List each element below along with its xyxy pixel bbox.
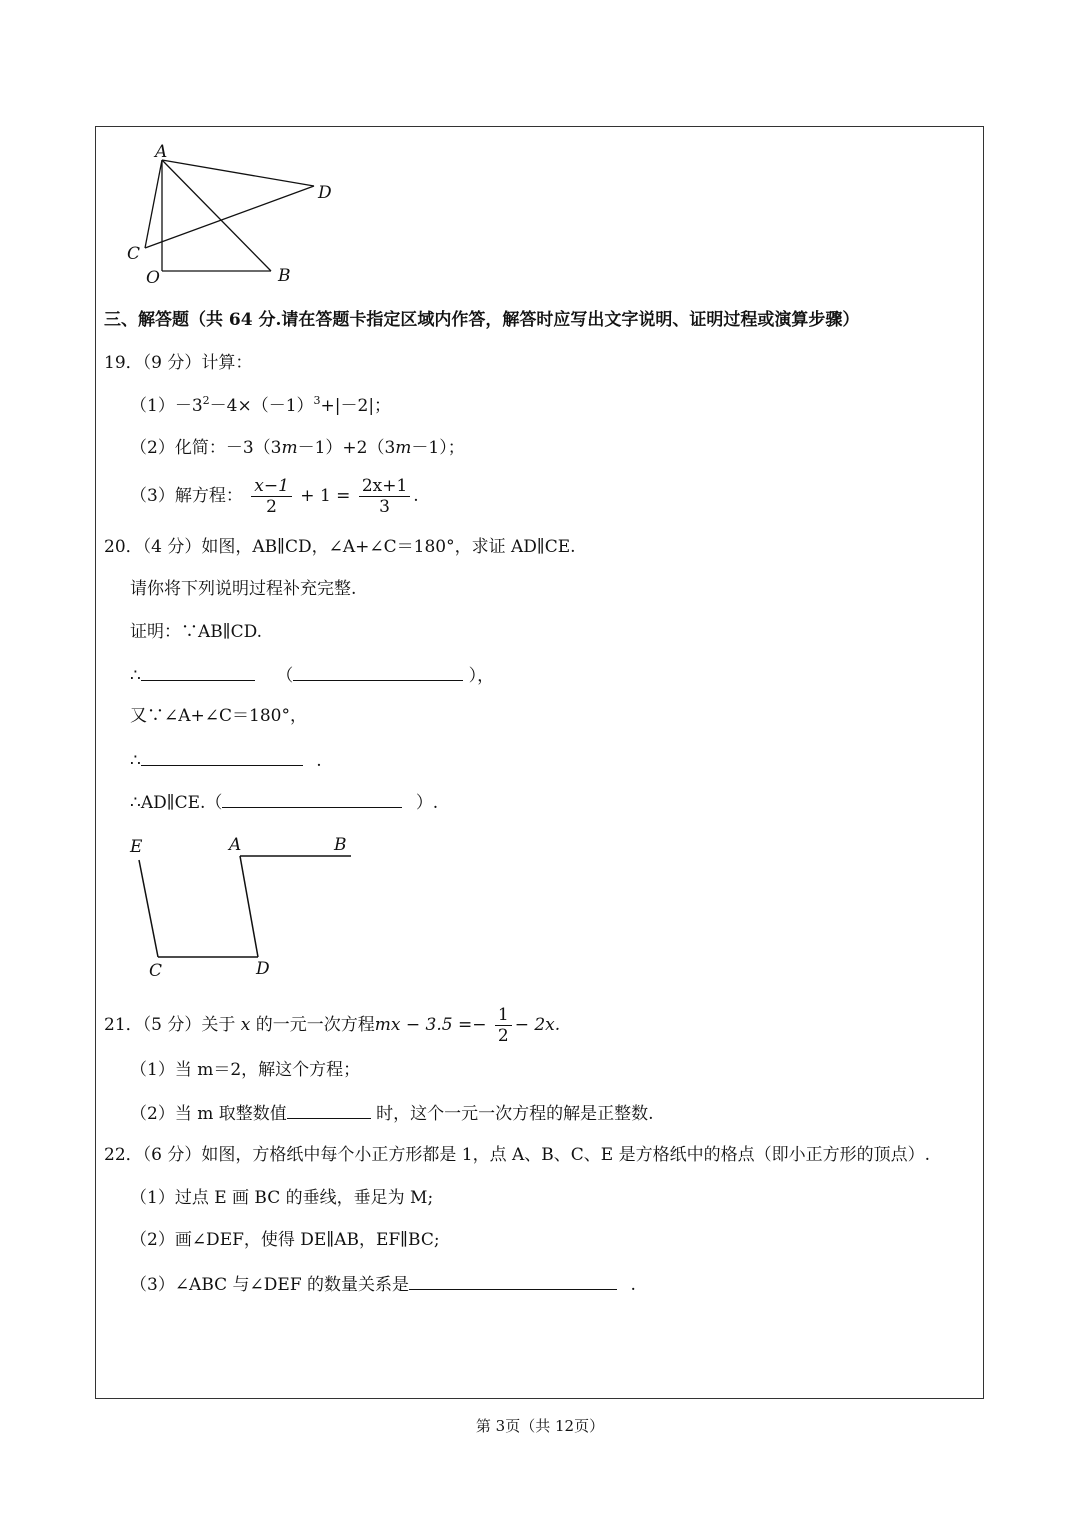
q19-part3: （3）解方程： $\frac{x-1}{2}$ + 1 = $\frac{2x+1}{3}$ .: [130, 476, 419, 517]
segment-cd: [145, 186, 314, 248]
label-a: A: [155, 142, 168, 162]
answer-blank-1[interactable]: [141, 662, 255, 681]
answer-blank-2[interactable]: [293, 662, 463, 681]
segment-ab: [162, 160, 271, 271]
label-c: C: [149, 961, 163, 981]
q20-step4: ∴AD∥CE.（ ）.: [130, 789, 438, 815]
q22-part1: （1）过点 E 画 BC 的垂线，垂足为 M;: [130, 1188, 434, 1208]
q20-step3: ∴ .: [130, 747, 322, 773]
q21-part1: （1）当 m＝2，解这个方程；: [130, 1060, 361, 1080]
q22-header: 22．（6 分）如图，方格纸中每个小正方形都是 1，点 A、B、C、E 是方格纸中的格点（即小正方形的顶点）.: [104, 1145, 930, 1165]
answer-blank-6[interactable]: [409, 1271, 617, 1290]
q19-header: 19．（9 分）计算：: [104, 353, 253, 373]
label-b: B: [278, 266, 291, 286]
q19-part2: （2）化简：－3（3m－1）+2（3m－1）；: [130, 438, 465, 458]
q19-part1: $(1)-3^2-4\times(-1)^3+|-2|$；: [130, 394, 392, 416]
q22-part2: （2）画∠DEF，使得 DE∥AB，EF∥BC;: [130, 1230, 440, 1250]
q20-header: 20．（4 分）如图，AB∥CD，∠A+∠C＝180°，求证 AD∥CE.: [104, 537, 576, 557]
answer-blank-4[interactable]: [222, 789, 402, 808]
fraction-1: $\frac{x-1}{2}$: [251, 476, 292, 517]
segment-ec: [139, 860, 158, 957]
figure-abcdo: [118, 138, 348, 290]
q20-step1: ∴ （ ），: [130, 662, 494, 688]
label-b: B: [334, 835, 347, 855]
page-footer: 第 3页（共 12页）: [475, 1417, 605, 1435]
answer-blank-3[interactable]: [141, 747, 303, 766]
segment-ac: [145, 160, 162, 248]
q21-header: 21．（5 分）关于 x 的一元一次方程mx − 3.5 =− $\frac{1}{2}$ − 2x.: [104, 1005, 561, 1046]
q22-part3: （3）∠ABC 与∠DEF 的数量关系是 .: [130, 1271, 636, 1297]
q20-intro: 请你将下列说明过程补充完整.: [130, 579, 357, 599]
fraction-half: $\frac{1}{2}$: [495, 1005, 512, 1046]
figure-ecdab: [122, 830, 362, 982]
label-d: D: [256, 959, 270, 979]
label-d: D: [318, 183, 332, 203]
section-title: 三、解答题（共 64 分.请在答题卡指定区域内作答，解答时应写出文字说明、证明过程或演算步骤）: [104, 310, 860, 330]
label-e: E: [130, 837, 143, 857]
q21-part2: （2）当 m 取整数值 时，这个一元一次方程的解是正整数.: [130, 1100, 654, 1126]
q20-step2: 又∵∠A+∠C＝180°，: [130, 706, 307, 726]
label-o: O: [146, 268, 160, 288]
segment-ad: [162, 160, 314, 186]
answer-blank-5[interactable]: [287, 1100, 371, 1119]
label-c: C: [127, 244, 141, 264]
segment-da: [240, 856, 258, 957]
q20-proof-given: 证明：∵AB∥CD.: [130, 622, 263, 642]
fraction-2: $\frac{2x+1}{3}$: [359, 476, 410, 517]
label-a: A: [229, 835, 242, 855]
